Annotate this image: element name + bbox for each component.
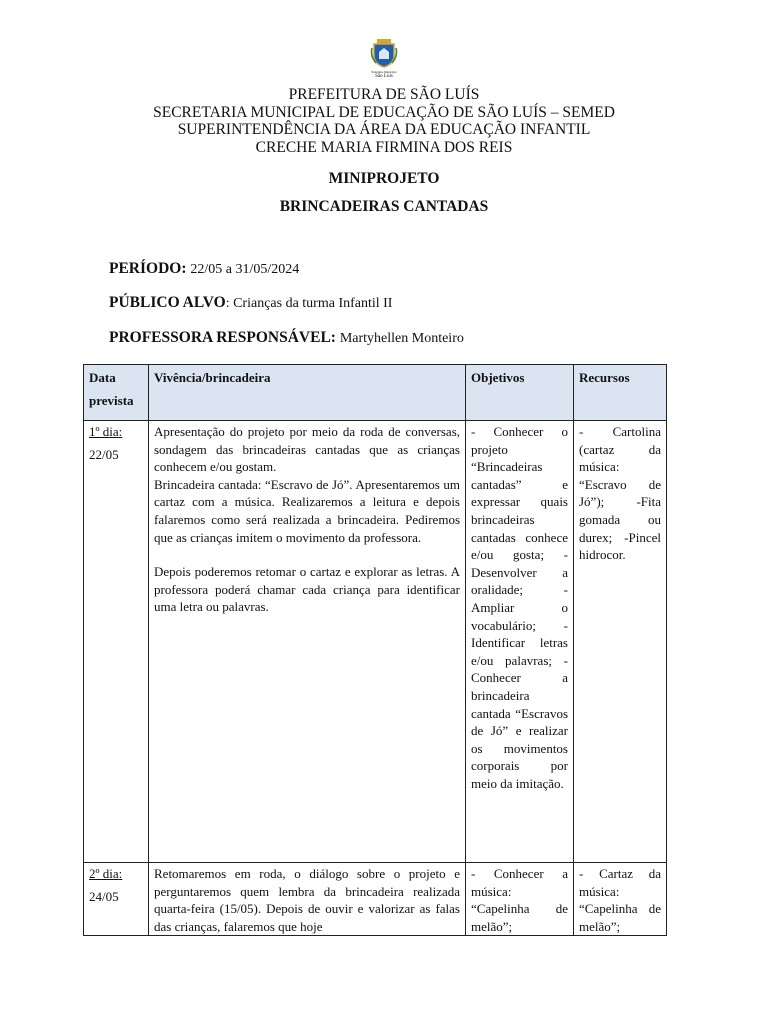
header-line-prefeitura: PREFEITURA DE SÃO LUÍS: [288, 86, 480, 103]
vivencia-paragraph: Depois poderemos retomar o cartaz e explorar as letras. A professora poderá chamar cada criança para identificar uma letra ou palavras.: [154, 564, 460, 615]
day-label: 1º dia:: [89, 424, 123, 439]
cell-date: [84, 863, 149, 936]
cell-objetivos: - Conhecer o projeto “Brincadeiras cantadas” e expressar quais brincadeiras cantadas conhece e/ou gosta; -Desenvolver a oralidade; -Ampliar o vocabulário; - Identificar letras e/ou palavras; - Conhecer a brincadeira cantada “Escravos de Jó” e realizar os movimentos corporais por meio da imitação.: [466, 421, 574, 863]
cell-recursos: - Cartolina (cartaz da música: “Escravo de Jó”); -Fita gomada ou durex; -Pincel hidrocor.: [574, 421, 667, 863]
header-line-superintendencia: SUPERINTENDÊNCIA DA ÁREA DA EDUCAÇÃO INFANTIL: [177, 121, 591, 138]
table-header-row: [84, 365, 667, 421]
header-data-prevista: Data prevista: [84, 365, 149, 421]
institution-header: [0, 86, 768, 156]
publico-value: : Crianças da turma Infantil II: [225, 296, 393, 311]
cell-objetivos: - Conhecer a música: “Capelinha de melão”;: [466, 863, 574, 936]
header-recursos: Recursos: [574, 365, 667, 421]
coat-of-arms-icon: [370, 38, 398, 68]
periodo-label: PERÍODO:: [109, 260, 187, 277]
day-date: 22/05: [89, 446, 119, 462]
header-vivencia: Vivência/brincadeira: [149, 365, 466, 421]
logo-caption: São Luís: [375, 74, 393, 79]
table-row: [84, 421, 667, 863]
publico-label: PÚBLICO ALVO: [109, 294, 226, 311]
header-line-creche: CRECHE MARIA FIRMINA DOS REIS: [255, 138, 513, 156]
professora-label: PROFESSORA RESPONSÁVEL:: [109, 329, 336, 346]
cell-recursos: - Cartaz da música: “Capelinha de melão”;: [574, 863, 667, 936]
activity-plan-table: [83, 364, 667, 936]
vivencia-paragraph: Apresentação do projeto por meio da roda de conversas, sondagem das brincadeiras cantadas que as crianças conhecem e/ou gostam.: [154, 424, 460, 475]
cell-vivencia: [149, 863, 466, 936]
table-row: [84, 863, 667, 936]
day-date: 24/05: [89, 888, 119, 904]
periodo-value: 22/05 a 31/05/2024: [190, 262, 300, 277]
document-title: MINIPROJETO: [328, 170, 440, 187]
cell-vivencia: [149, 421, 466, 863]
professora-value: Martyhellen Monteiro: [339, 331, 464, 346]
header-line-secretaria: SECRETARIA MUNICIPAL DE EDUCAÇÃO DE SÃO LUÍS – SEMED: [153, 103, 615, 121]
vivencia-paragraph: Retomaremos em roda, o diálogo sobre o projeto e perguntaremos quem lembra da brincadeira realizada quarta-feira (15/05). Depois de ouvir e valorizar as falas das crianças, falaremos que hoje: [154, 866, 460, 934]
publico-line: [109, 294, 392, 312]
logo-caption-small: Prefeitura Municipal: [371, 70, 397, 74]
vivencia-paragraph: Brincadeira cantada: “Escravo de Jó”. Apresentaremos um cartaz com a música. Realizaremos a leitura e depois falaremos como será realizada a brincadeira. Pediremos que as crianças imitem o movimento da professora.: [154, 476, 460, 545]
day-label: 2º dia:: [89, 866, 123, 881]
cell-date: [84, 421, 149, 863]
document-subtitle: BRINCADEIRAS CANTADAS: [279, 198, 489, 215]
header-objetivos: Objetivos: [466, 365, 574, 421]
periodo-line: [109, 260, 299, 278]
professora-line: [109, 329, 464, 347]
